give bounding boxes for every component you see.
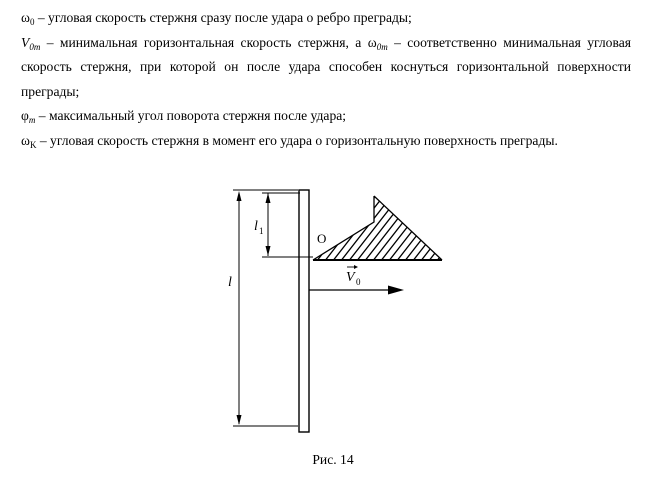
definition-text: – угловая скорость стержня сразу после удара о ребро преграды; bbox=[34, 10, 412, 25]
label-o: O bbox=[317, 231, 327, 246]
label-l1-sub: 1 bbox=[259, 226, 264, 236]
dimension-l1-arrow-top bbox=[266, 193, 271, 203]
velocity-arrow-head bbox=[388, 286, 404, 295]
symbol-omega: ω bbox=[367, 34, 377, 50]
symbol-sub: K bbox=[29, 139, 37, 150]
dimension-l-arrow-top bbox=[237, 191, 242, 201]
symbol-sub: m bbox=[28, 115, 36, 126]
definition-text-b: – соответственно минимальная угловая скорость стержня, при которой он после удара способен коснуться горизонтальной поверхности преграды; bbox=[21, 34, 632, 99]
obstacle-wedge bbox=[300, 180, 500, 262]
figure-caption: Рис. 14 bbox=[312, 452, 354, 467]
symbol-phi: φ bbox=[21, 108, 29, 124]
symbol-omega: ω bbox=[21, 132, 30, 148]
symbol-sub: 0m bbox=[376, 41, 388, 52]
symbol-sub: 0 bbox=[29, 17, 35, 27]
label-v0-vector-head bbox=[354, 265, 358, 269]
definition-text-a: – минимальная горизонтальная скорость стержня, а bbox=[40, 34, 368, 50]
definition-text: – угловая скорость стержня в момент его удара о горизонтальную поверхность преграды. bbox=[36, 132, 558, 148]
symbol-omega: ω bbox=[21, 10, 30, 25]
label-v0: V bbox=[346, 270, 355, 285]
symbol-v: V bbox=[21, 34, 30, 50]
label-v0-sub: 0 bbox=[356, 277, 361, 287]
definition-text: – максимальный угол поворота стержня после удара; bbox=[35, 108, 347, 124]
dimension-l-arrow-bottom bbox=[237, 415, 242, 425]
label-l: l bbox=[228, 275, 232, 290]
dimension-l1-arrow-bottom bbox=[266, 246, 271, 256]
rod bbox=[299, 190, 309, 432]
label-l1: l bbox=[254, 219, 258, 234]
symbol-sub: 0m bbox=[29, 41, 41, 52]
